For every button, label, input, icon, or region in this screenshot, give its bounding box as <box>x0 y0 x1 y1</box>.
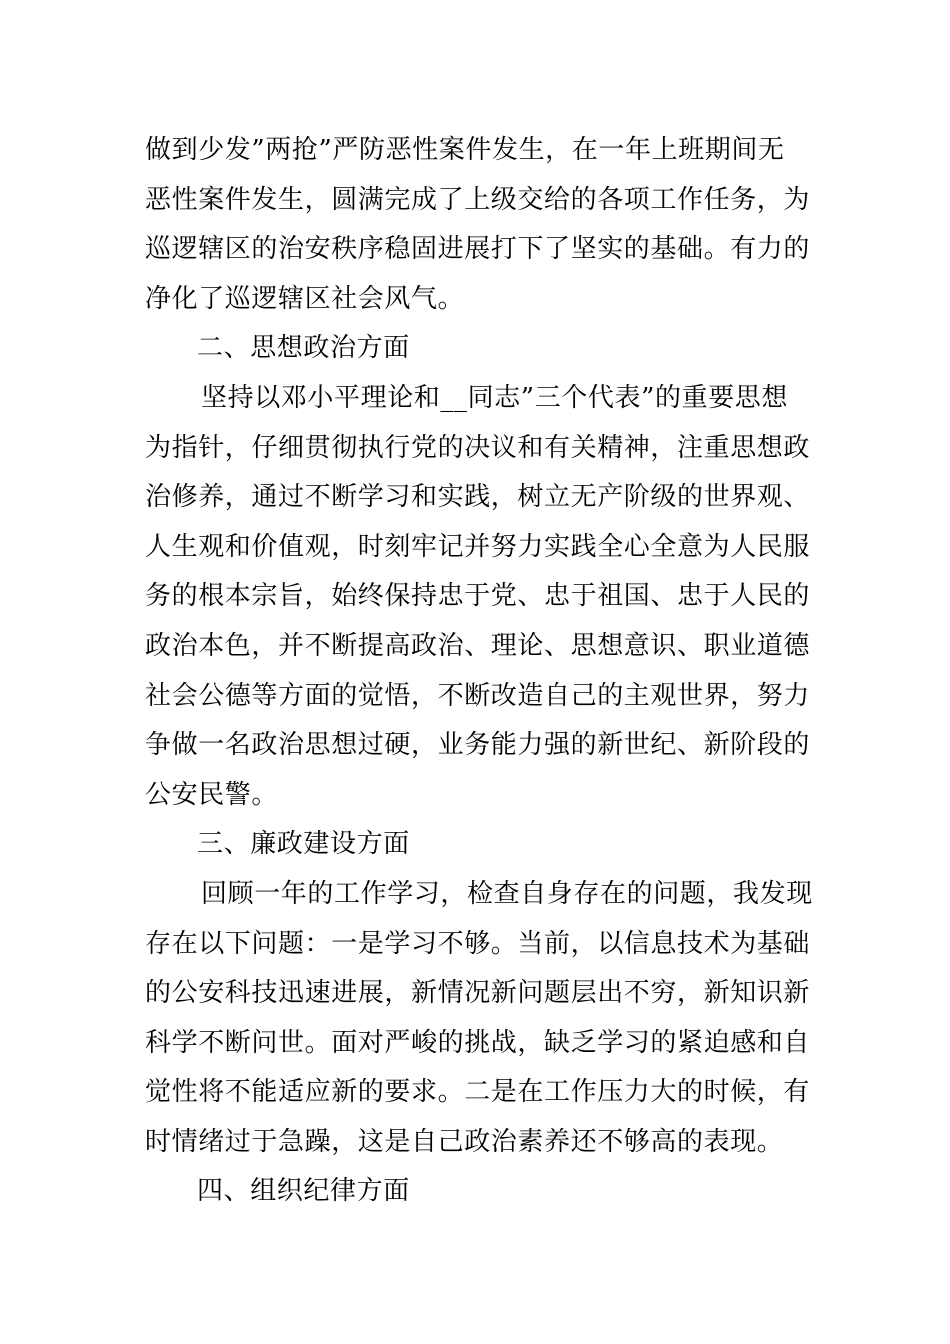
paragraph-line: 恶性案件发生，圆满完成了上级交给的各项工作任务，为 <box>145 184 811 215</box>
paragraph-line: 社会公德等方面的觉悟，不断改造自己的主观世界，努力 <box>145 680 811 711</box>
paragraph-line: 人生观和价值观，时刻牢记并努力实践全心全意为人民服 <box>145 531 811 562</box>
paragraph-line: 的公安科技迅速进展，新情况新问题层出不穷，新知识新 <box>145 978 811 1009</box>
paragraph-line: 净化了巡逻辖区社会风气。 <box>145 283 465 314</box>
section-heading-discipline: 四、组织纪律方面 <box>197 1176 410 1207</box>
paragraph-line: 科学不断问世。面对严峻的挑战，缺乏学习的紧迫感和自 <box>145 1027 811 1058</box>
paragraph-line: 政治本色，并不断提高政治、理论、思想意识、职业道德 <box>145 630 811 661</box>
paragraph-line: 存在以下问题：一是学习不够。当前，以信息技术为基础 <box>145 928 811 959</box>
paragraph-3 <box>145 870 813 1168</box>
section-heading-integrity: 三、廉政建设方面 <box>197 829 410 860</box>
paragraph-line: 回顾一年的工作学习，检查自身存在的问题，我发现 <box>201 878 813 909</box>
paragraph-line: 时情绪过于急躁，这是自己政治素养还不够高的表现。 <box>145 1126 784 1157</box>
paragraph-line: 坚持以邓小平理论和__同志”三个代表”的重要思想 <box>201 382 788 413</box>
section-heading-political-thought: 二、思想政治方面 <box>197 333 410 364</box>
paragraph-1 <box>145 126 810 324</box>
paragraph-line: 务的根本宗旨，始终保持忠于党、忠于祖国、忠于人民的 <box>145 581 811 612</box>
paragraph-line: 治修养，通过不断学习和实践，树立无产阶级的世界观、 <box>145 482 811 513</box>
document-body <box>145 126 813 1217</box>
paragraph-line: 做到少发”两抢”严防恶性案件发生，在一年上班期间无 <box>145 135 785 165</box>
paragraph-line: 公安民警。 <box>145 779 279 810</box>
paragraph-line: 为指针，仔细贯彻执行党的决议和有关精神，注重思想政 <box>145 432 811 463</box>
paragraph-line: 巡逻辖区的治安秩序稳固进展打下了坚实的基础。有力的 <box>145 234 811 265</box>
paragraph-line: 觉性将不能适应新的要求。二是在工作压力大的时候，有 <box>145 1077 811 1108</box>
paragraph-line: 争做一名政治思想过硬，业务能力强的新世纪、新阶段的 <box>145 730 811 761</box>
paragraph-2 <box>145 374 810 820</box>
